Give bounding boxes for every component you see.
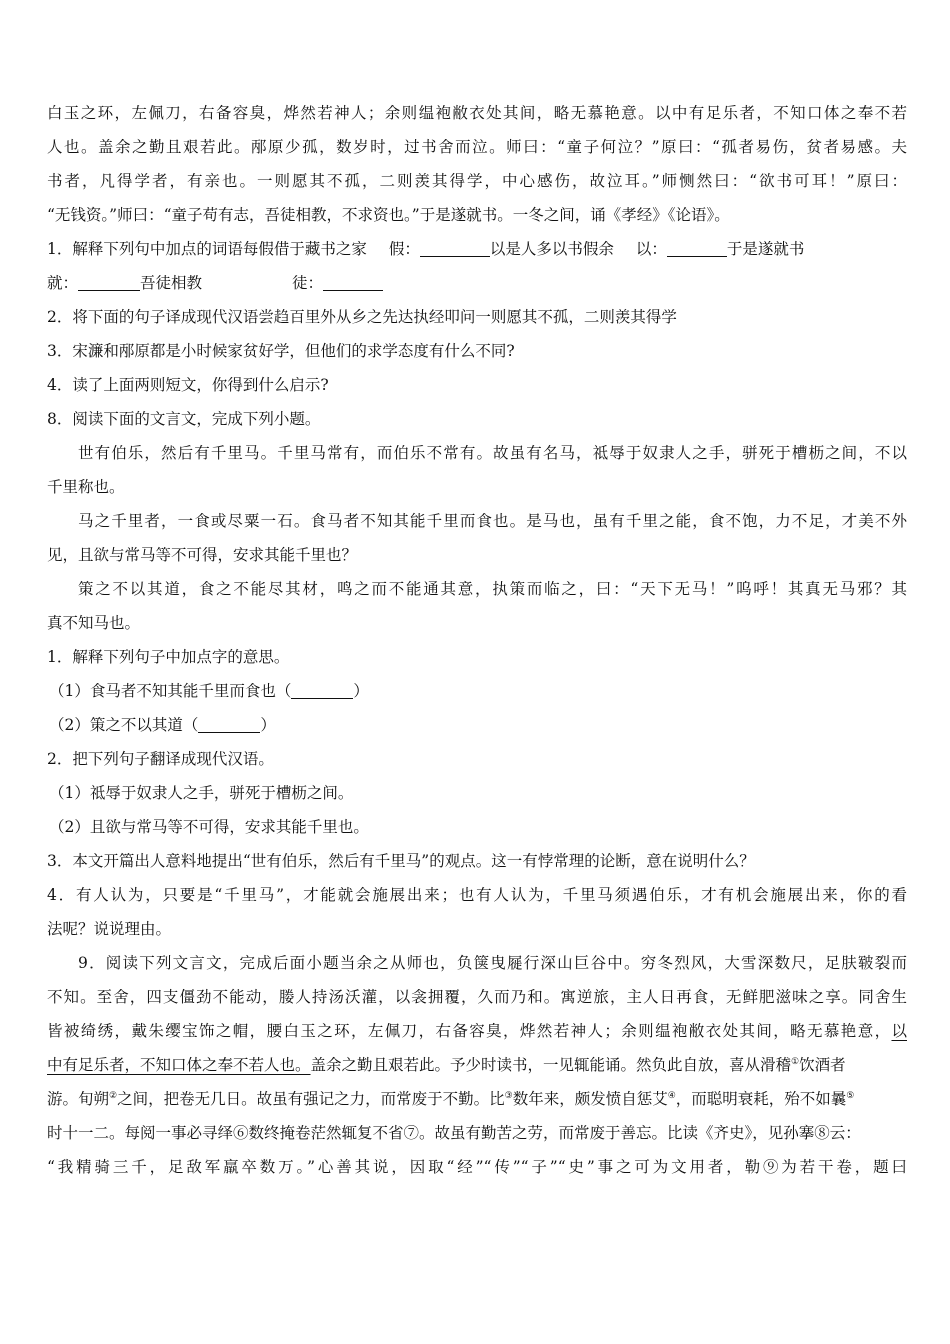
passage-line: 白玉之环，左佩刀，右备容臭，烨然若神人；余则缊袍敝衣处其间，略无慕艳意。以中有足乐者，不知口体之奉不若 xyxy=(47,104,907,122)
q8-1: 1．解释下列句子中加点字的意思。 xyxy=(47,648,290,666)
q9-line: “我精骑三千，足敌军羸卒数万。”心善其说，因取“经”“传”“子”“史”事之可为文用者，勒⑨为若干卷，题曰 xyxy=(47,1158,907,1176)
q9-line: 9．阅读下列文言文，完成后面小题当余之从师也，负箧曳屣行深山巨谷中。穷冬烈风，大雪深数尺，足肤皲裂而 xyxy=(78,954,907,972)
q9-text: 数年来，颇发愤自惩艾 xyxy=(512,1090,668,1108)
q8-para1-line: 世有伯乐，然后有千里马。千里马常有，而伯乐不常有。故虽有名马，祗辱于奴隶人之手，骈死于槽枥之间，不以 xyxy=(78,444,907,462)
q7-1-yi-sentence: 以是人多以书假余 xyxy=(489,240,614,258)
q8-2: 2．把下列句子翻译成现代汉语。 xyxy=(47,750,274,768)
answer-blank[interactable] xyxy=(78,272,140,291)
q7-1-yi-suffix: 于是遂就书 xyxy=(726,240,805,258)
q8-4-line: 法呢？说说理由。 xyxy=(47,920,172,938)
q9-line: 时十一二。每阅一事必寻绎⑥数终掩卷茫然辄复不省⑦。故虽有勤苦之劳，而常废于善忘。比读《齐史》，见孙搴⑧云： xyxy=(47,1124,861,1142)
passage-line: 人也。盖余之勤且艰若此。邴原少孤，数岁时，过书舍而泣。师曰：“童子何泣？”原曰：“孤者易伤，贫者易感。夫 xyxy=(47,138,907,156)
q8-1-2-text: （2）策之不以其道（ xyxy=(49,716,199,734)
q8-para2-line: 见，且欲与常马等不可得，安求其能千里也？ xyxy=(47,546,358,564)
footnote-mark: ④ xyxy=(667,1090,676,1101)
q7-1-cont xyxy=(47,266,907,300)
q8-para3-line: 策之不以其道，食之不能尽其材，鸣之而不能通其意，执策而临之，曰：“天下无马！”呜呼！其真无马邪？其 xyxy=(78,580,907,598)
q9-text: 盖余之勤且艰若此。予少时读书，一见辄能诵。然负此自放，喜从滑稽 xyxy=(310,1056,792,1074)
answer-blank[interactable] xyxy=(667,238,727,257)
q9-line: 不知。至舍，四支僵劲不能动，媵人持汤沃灌，以衾拥覆，久而乃和。寓逆旅，主人日再食，无鲜肥滋味之享。同舍生 xyxy=(47,988,907,1006)
q8-4-line: 4．有人认为，只要是“千里马”，才能就会施展出来；也有人认为，千里马须遇伯乐，才有机会施展出来，你的看 xyxy=(47,886,907,904)
q7-1-jia-label: 假： xyxy=(388,240,420,258)
q7-1-yi-label: 以： xyxy=(635,240,667,258)
passage-line: “无钱资。”师曰：“童子苟有志，吾徒相教，不求资也。”于是遂就书。一冬之间，诵《孝经》《论语》。 xyxy=(47,206,730,224)
q9-underlined-text: 以 xyxy=(891,1022,907,1040)
q7-3: 3．宋濂和邴原都是小时候家贫好学，但他们的求学态度有什么不同? xyxy=(47,342,515,360)
q9-text: 皆被绮绣，戴朱缨宝饰之帽，腰白玉之环，左佩刀，右备容臭，烨然若神人；余则缊袍敝衣处其间，略无慕艳意， xyxy=(47,1022,892,1040)
q8-para1-line: 千里称也。 xyxy=(47,478,125,496)
answer-blank[interactable] xyxy=(291,680,353,699)
q7-1-jiu-suffix: 吾徒相教 xyxy=(140,274,203,292)
passage-line: 书者，凡得学者，有亲也。一则愿其不孤，二则羡其得学，中心感伤，故泣耳。”师恻然曰：“欲书可耳！”原曰： xyxy=(47,172,907,190)
q9-text: ，而聪明衰耗，殆不如曩 xyxy=(675,1090,847,1108)
q7-1-text: 1．解释下列句中加点的词语每假借于藏书之家 xyxy=(47,240,367,258)
q8-heading: 8．阅读下面的文言文，完成下列小题。 xyxy=(47,410,321,428)
q7-1-jiu-label: 就： xyxy=(47,274,79,292)
footnote-mark: ⑤ xyxy=(846,1090,855,1101)
close-paren: ） xyxy=(353,682,369,700)
q8-3: 3．本文开篇出人意料地提出“世有伯乐，然后有千里马”的观点。这一有悖常理的论断，意在说明什么？ xyxy=(47,852,755,870)
q7-4: 4．读了上面两则短文，你得到什么启示? xyxy=(47,376,329,394)
answer-blank[interactable] xyxy=(198,714,260,733)
q9-underlined-text: 中有足乐者，不知口体之奉不若人也。 xyxy=(47,1056,311,1074)
q8-2-2: （2）且欲与常马等不可得，安求其能千里也。 xyxy=(49,818,369,836)
q9-text: 饮酒者 xyxy=(799,1056,846,1074)
q8-para2-line: 马之千里者，一食或尽粟一石。食马者不知其能千里而食也。是马也，虽有千里之能，食不饱，力不足，才美不外 xyxy=(78,512,907,530)
q9-line xyxy=(47,1048,907,1082)
footnote-mark: ① xyxy=(791,1056,800,1067)
answer-blank[interactable] xyxy=(420,238,490,257)
q8-1-1-text: （1）食马者不知其能千里而食也（ xyxy=(49,682,292,700)
footnote-mark: ② xyxy=(109,1090,118,1101)
q7-1-tu-label: 徒： xyxy=(292,274,324,292)
q8-2-1: （1）祗辱于奴隶人之手，骈死于槽枥之间。 xyxy=(49,784,354,802)
footnote-mark: ③ xyxy=(504,1090,513,1101)
q8-1-2 xyxy=(47,708,907,742)
q8-1-1 xyxy=(47,674,907,708)
q9-line xyxy=(47,1082,907,1116)
q9-text: 之间，把卷无几日。故虽有强记之力，而常废于不勤。比 xyxy=(117,1090,505,1108)
document-page xyxy=(47,96,907,1184)
q7-2: 2．将下面的句子译成现代汉语尝趋百里外从乡之先达执经叩问一则愿其不孤，二则羡其得学 xyxy=(47,308,677,326)
answer-blank[interactable] xyxy=(323,272,383,291)
q8-para3-line: 真不知马也。 xyxy=(47,614,141,632)
q9-line xyxy=(47,1014,907,1048)
close-paren: ） xyxy=(260,716,276,734)
q7-1 xyxy=(47,232,907,266)
q9-text: 游。旬朔 xyxy=(47,1090,110,1108)
